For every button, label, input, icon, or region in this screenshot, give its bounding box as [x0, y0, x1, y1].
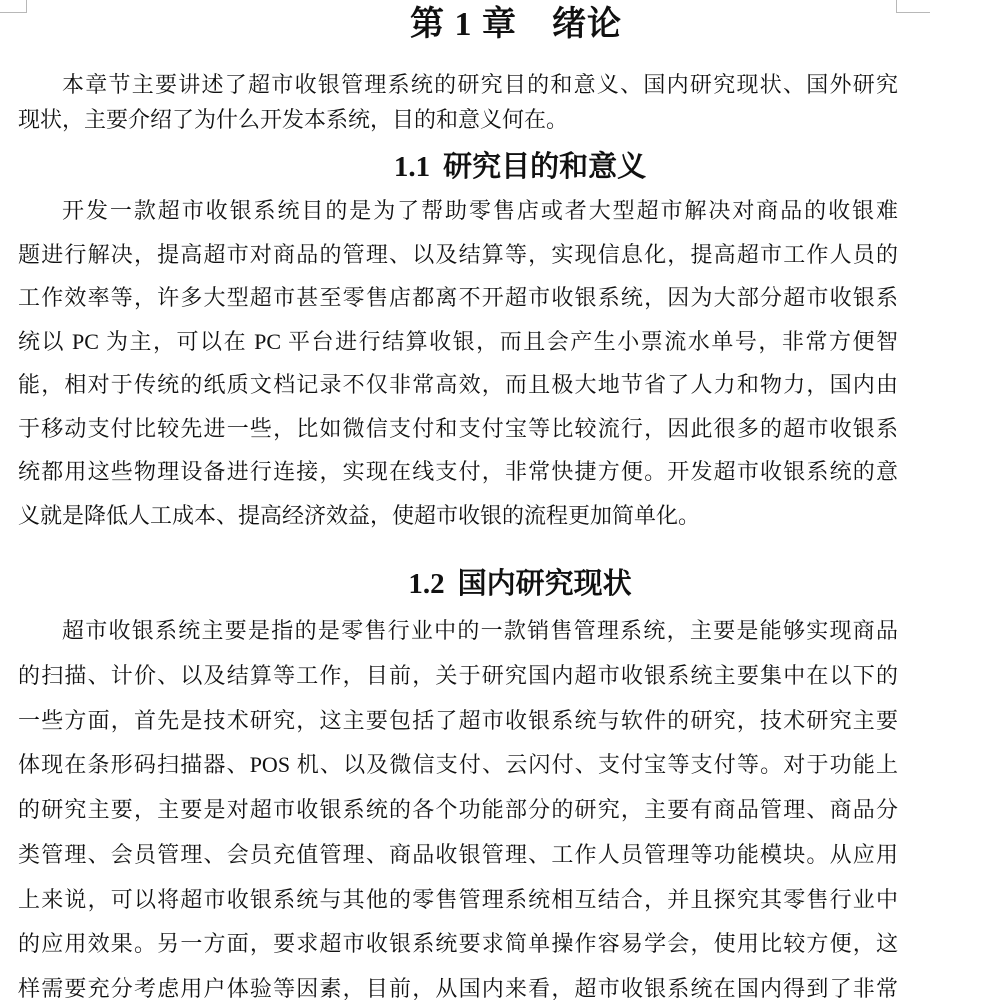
text-line: 的研究主要，主要是对超市收银系统的各个功能部分的研究，主要有商品管理、商品分: [18, 797, 898, 822]
text-line: 现状，主要介绍了为什么开发本系统，目的和意义何在。: [18, 107, 569, 132]
text-line: 体现在条形码扫描器、POS 机、以及微信支付、云闪付、支付宝等支付等。对于功能上: [18, 752, 898, 778]
text-line: 样需要充分考虑用户体验等因素，目前，从国内来看，超市收银系统在国内得到了非常: [18, 976, 898, 1000]
section-heading-label: 国内研究现状: [457, 568, 632, 600]
section-number: 1.2: [408, 568, 445, 600]
text-line: 义就是降低人工成本、提高经济效益，使超市收银的流程更加简单化。: [18, 502, 701, 528]
section-number: 1.1: [393, 151, 431, 183]
section-heading-1-1: [18, 149, 960, 185]
text-line: 工作效率等，许多大型超市甚至零售店都离不开超市收银系统，因为大部分超市收银系: [18, 285, 898, 310]
text-line: 一些方面，首先是技术研究，这主要包括了超市收银系统与软件的研究，技术研究主要: [18, 707, 898, 733]
section-1-1-paragraph: [18, 189, 898, 537]
text-line: 题进行解决，提高超市对商品的管理、以及结算等，实现信息化，提高超市工作人员的: [18, 241, 898, 267]
section-heading-label: 研究目的和意义: [443, 151, 647, 183]
text-line: 于移动支付比较先进一些，比如微信支付和支付宝等比较流行，因此很多的超市收银系: [18, 415, 898, 441]
text-line: 超市收银系统主要是指的是零售行业中的一款销售管理系统，主要是能够实现商品: [62, 618, 898, 643]
section-1-2-paragraph: [18, 609, 898, 1000]
chapter-title: 第 1 章 绪论: [410, 6, 622, 43]
text-line: 类管理、会员管理、会员充值管理、商品收银管理、工作人员管理等功能模块。从应用: [18, 841, 898, 867]
text-line: 统都用这些物理设备进行连接，实现在线支付，非常快捷方便。开发超市收银系统的意: [18, 459, 898, 484]
intro-paragraph: [18, 67, 898, 137]
text-line: 能，相对于传统的纸质文档记录不仅非常高效，而且极大地节省了人力和物力，国内由: [18, 372, 898, 397]
section-heading-1-2: [18, 566, 960, 602]
text-line: 的扫描、计价、以及结算等工作，目前，关于研究国内超市收银系统主要集中在以下的: [18, 662, 898, 688]
text-line: 本章节主要讲述了超市收银管理系统的研究目的和意义、国内研究现状、国外研究: [62, 72, 898, 97]
text-line: 开发一款超市收银系统目的是为了帮助零售店或者大型超市解决对商品的收银难: [62, 198, 898, 223]
text-line: 统以 PC 为主，可以在 PC 平台进行结算收银，而且会产生小票流水单号，非常方便智: [18, 328, 898, 354]
text-line: 上来说，可以将超市收银系统与其他的零售管理系统相互结合，并且探究其零售行业中: [18, 886, 898, 912]
text-line: 的应用效果。另一方面，要求超市收银系统要求简单操作容易学会，使用比较方便，这: [18, 931, 898, 957]
